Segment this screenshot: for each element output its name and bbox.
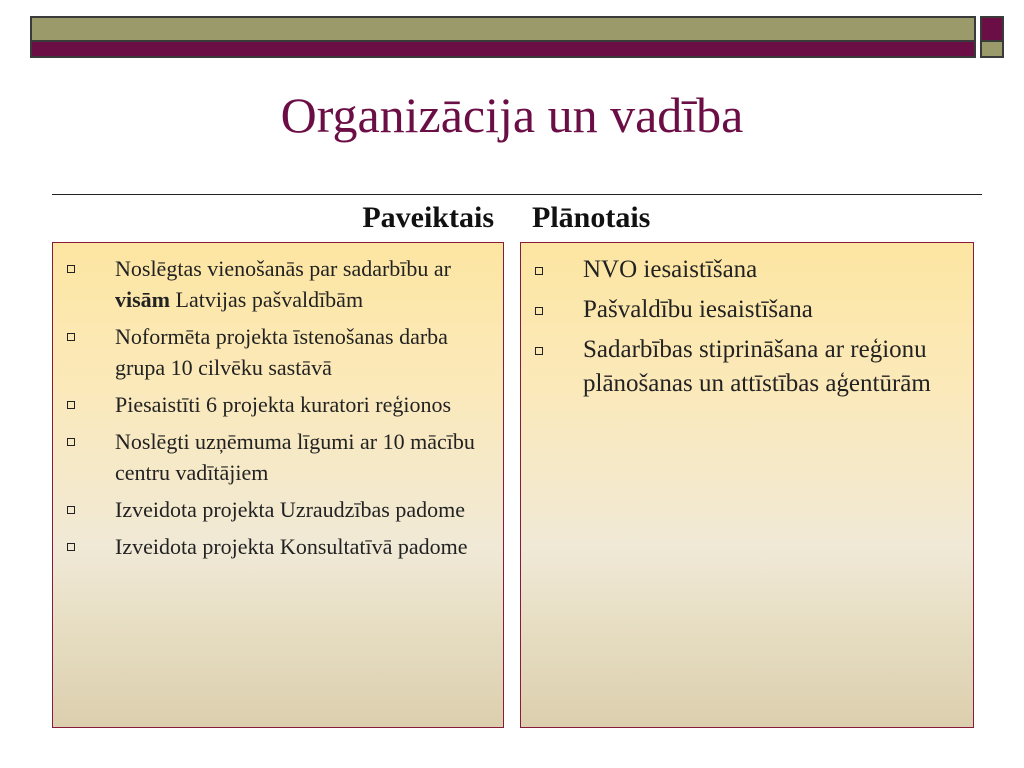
list-item <box>53 494 489 525</box>
done-list-box <box>52 242 504 728</box>
list-item <box>53 389 489 420</box>
planned-list-box <box>520 242 974 728</box>
header-decor-bar <box>30 16 976 42</box>
square-bullet-icon <box>535 307 543 315</box>
square-bullet-icon <box>67 333 75 341</box>
title-divider <box>52 194 982 195</box>
list-item-text: Pašvaldību iesaistīšana <box>583 296 813 323</box>
square-bullet-icon <box>67 543 75 551</box>
square-bullet-icon <box>67 438 75 446</box>
list-item-text: Piesaistīti 6 projekta kuratori reģionos <box>115 392 452 417</box>
planned-list <box>521 243 973 401</box>
square-bullet-icon <box>67 265 75 273</box>
list-item <box>521 333 959 401</box>
column-heading-done: Paveiktais <box>362 201 494 234</box>
square-bullet-icon <box>535 347 543 355</box>
header-decor-stripe <box>30 42 976 58</box>
list-item-text: NVO iesaistīšana <box>583 256 758 283</box>
list-item <box>53 426 489 488</box>
list-item-text: Izveidota projekta Konsultatīvā padome <box>115 534 468 559</box>
square-bullet-icon <box>67 401 75 409</box>
list-item-text: Sadarbības stiprināšana ar reģionu plānošanas un attīstības aģentūrām <box>583 336 931 397</box>
list-item <box>53 253 489 315</box>
list-item-text: Noslēgti uzņēmuma līgumi ar 10 mācību centru vadītājiem <box>115 429 475 485</box>
list-item-text-pre: Noslēgtas vienošanās par sadarbību ar <box>115 256 452 281</box>
list-item-text-post: Latvijas pašvaldībām <box>170 287 364 312</box>
column-heading-planned: Plānotais <box>532 201 651 234</box>
done-list <box>53 243 503 562</box>
header-decor-corner <box>980 16 1004 42</box>
square-bullet-icon <box>67 506 75 514</box>
list-item <box>521 293 959 327</box>
list-item <box>521 253 959 287</box>
list-item-text: Izveidota projekta Uzraudzības padome <box>115 497 466 522</box>
header-decor-corner-small <box>980 42 1004 58</box>
list-item-text-bold: visām <box>115 287 170 312</box>
list-item-text: Noformēta projekta īstenošanas darba grupa 10 cilvēku sastāvā <box>115 324 448 380</box>
slide-title: Organizācija un vadība <box>280 87 744 143</box>
list-item <box>53 531 489 562</box>
list-item <box>53 321 489 383</box>
square-bullet-icon <box>535 267 543 275</box>
